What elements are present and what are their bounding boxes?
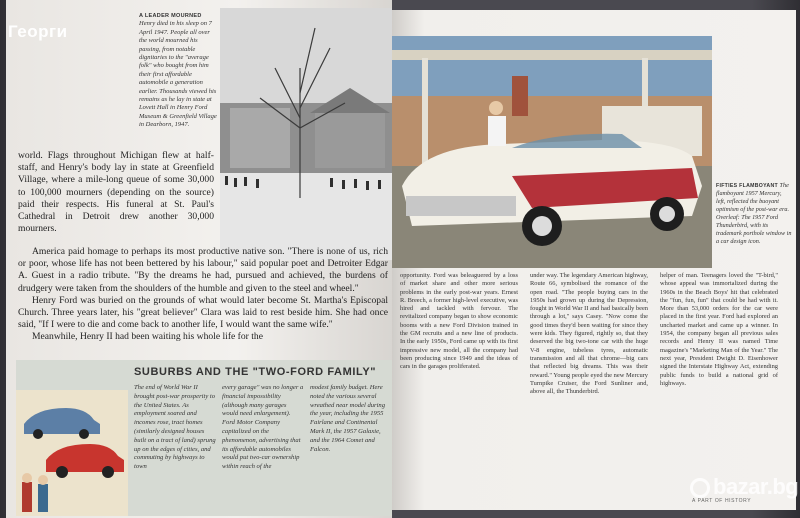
right-column-1: opportunity. Ford was beleaguered by a loss of market share and other more serious problems in the early post-war years. Ernest R. Breech, a former high-level executive, was hired and tackled with fervour. The revitalized company began to show economic booms with a new Ford Division trained in the GM recruits and a new line of products. In the early 1950s, Ford came up with its first impressive new model, all the company had been producing since 1949 and the ideas of cars in the garages proliferated. [400, 272, 518, 371]
right-page [392, 10, 799, 510]
bazar-logo [690, 474, 798, 500]
sidebar-title: SUBURBS AND THE "TWO-FORD FAMILY" [134, 366, 377, 378]
right-column-2: under way. The legendary American highway, Route 66, symbolised the romance of the open road. "The people buying cars in the 1950s had grown up during the Depression, fought in World War II and had basically been through a lot," says Casey. "Now come the good times they'd been waiting for since they were kids. They figured, rightly so, that they deserved the big two-tone car with the huge V-8 engine, tubeless tyres, automatic transmission and all that chrome—big cars that reflected big dreams. This was their reward." Young people eyed the new Mercury Turnpike Cruiser, the Ford Sunliner and, above all, the Thunderbird. [530, 272, 648, 396]
caption-lead: A LEADER MOURNED [139, 13, 202, 19]
mercury-photo [392, 36, 712, 268]
paragraph-2: America paid homage to perhaps its most productive native son. "There is none of us, rich or poor, whose life has not been bettered by his labour," said popular poet and Detroiter Edgar A. Guest in a radio tribute. "By the dreams he had, pursued and achieved, the burdens of drudgery were taken from the shoulders of the humble and given to the steel and wheel." [18, 246, 388, 294]
paragraph-1: world. Flags throughout Michigan flew at half-staff, and Henry's body lay in state at Greenfield Village, where a mile-long queue of some 30,000 to 100,000 mourners (depending on the source) paid their respects. His funeral at St. Paul's Cathedral in Detroit drew another 30,000 mourners. [18, 150, 214, 235]
photo-caption-right [716, 182, 792, 246]
caption-lead: FIFTIES FLAMBOYANT [716, 183, 778, 189]
photo-caption-left [139, 12, 219, 130]
caption-text: The flamboyant 1957 Mercury, left, reflected the buoyant optimism of the post-war era. Overleaf: The 1957 Ford Thunderbird, with its trademark porthole window in a car design icon. [716, 182, 792, 245]
mercury-car-illustration [392, 36, 712, 268]
seller-watermark: Георги [8, 22, 68, 41]
paragraph-3: Henry Ford was buried on the grounds of what would later become St. Martha's Episcopal Church. Three years later, his "great believer" Clara was laid to rest beside him. She had once said, "If I were to die and come back to another life, I would want the same wife." [18, 294, 388, 331]
main-text-narrow [18, 150, 214, 235]
suburbs-sidebar [16, 360, 392, 516]
vintage-ford-ad [16, 390, 128, 516]
paragraph-4: Meanwhile, Henry II had been waiting his whole life for the [32, 331, 263, 343]
sidebar-column-1: The end of World War II brought post-war prosperity to the United States. As employment soared and incomes rose, tract homes (similarly designed houses built on a tract of land) sprung up on the edges of cities, and commuting by highways to town [134, 384, 216, 471]
caption-text: Henry died in his sleep on 7 April 1947. People all over the world mourned his passing, from notable dignitaries to the "average folk" who bought from him their first affordable automobile a generation earlier. Thousands viewed his remains as he lay in state at Lovett Hall in Henry Ford Museum & Greenfield Village in Dearborn, 1947. [139, 20, 217, 129]
funeral-photo [220, 8, 392, 260]
main-text-wide [18, 246, 388, 344]
right-column-3: helper of man. Teenagers loved the "T-bird," whose appeal was immortalized during the 1960s in the Beach Boys' hit that celebrated the "fun, fun, fun" that could be had with it. More than 53,000 orders for the car were placed in the first year. Ford had explored an uncharted market and came up a winner. In 1954, the company began all previous sales records and Henry II was named Time magazine's "Marketing Man of the Year." The next year, President Dwight D. Eisenhower signed the Interstate Highway Act, extending public funds to build a national grid of highways. [660, 272, 778, 387]
logo-ring-icon [690, 478, 710, 498]
vintage-ad-illustration [16, 390, 128, 516]
running-footer: A PART OF HISTORY [692, 498, 752, 504]
sidebar-column-3: modest family budget. Here noted the various several wreathed near model during the year, including the 1955 Fairlane and Continental Mark II, the 1957 Galaxie, and the 1964 Comet and Falcon. [310, 384, 386, 453]
sidebar-column-2: every garage" was no longer a financial impossibility (although many garages would need enlargement). Ford Motor Company capitalized on the phenomenon, advertising that its affordable automobiles would put two-car ownership within reach of the [222, 384, 304, 471]
logo-text: bazar.bg [713, 474, 799, 499]
funeral-photo-illustration [220, 8, 392, 260]
left-page [6, 0, 392, 518]
